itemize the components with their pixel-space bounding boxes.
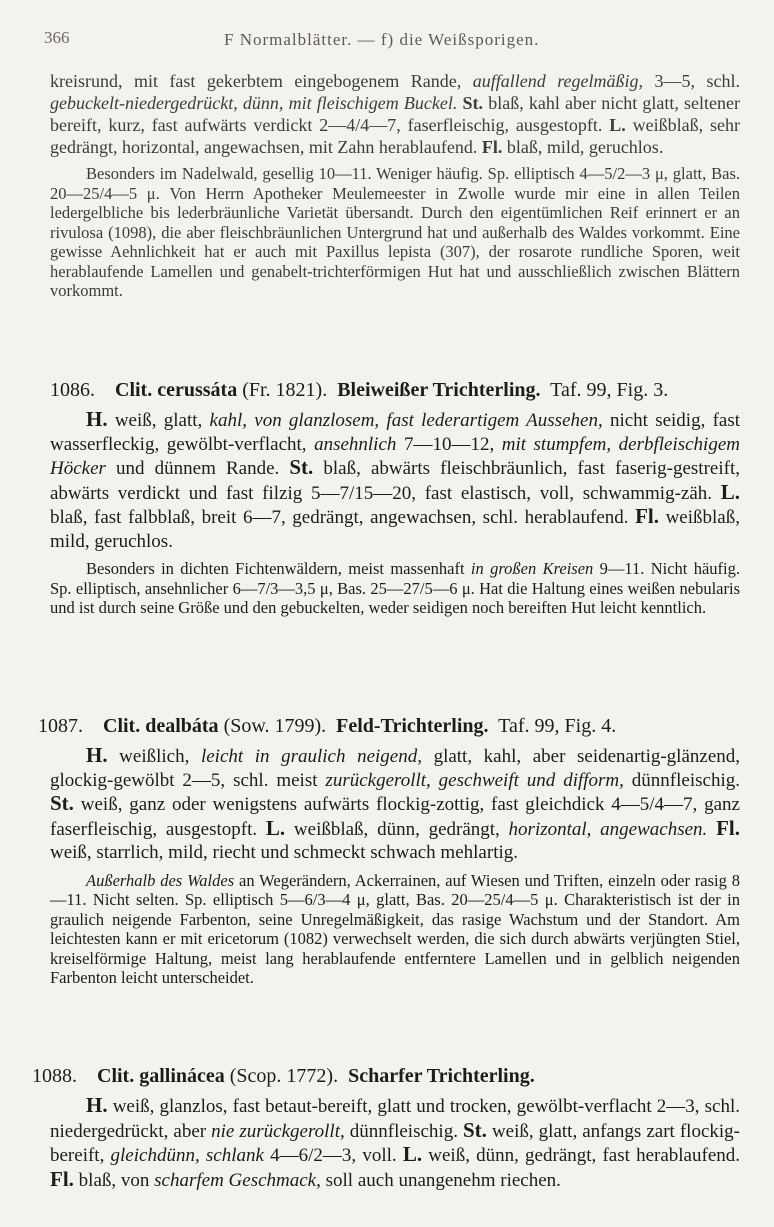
entry-description: H. weißlich, leicht in graulich neigend, glatt, kahl, aber seidenartig-glänzend, glockig-gewölbt 2—5, schl. meist zurückgerollt, geschweift und difform, dünnfleischig. St. weiß, ganz oder wenigstens aufwärts flockig-zottig, fast gleichdick 4—5/4—7, ganz faserfleischig, ausgestopft. L. weißblaß, dünn, gedrängt, horizontal, angewachsen. Fl. weiß, starrlich, mild, riecht und schmeckt schwach mehlartig.	[50, 743, 741, 863]
authority: (Scop. 1772).	[229, 1065, 339, 1087]
page-header	[44, 28, 744, 52]
common-name: Feld-Trichterling.	[336, 715, 489, 737]
continued-entry	[50, 70, 740, 301]
page-number: 366	[44, 28, 70, 47]
genus: Clit.	[97, 1065, 135, 1087]
continued-description: kreisrund, mit fast gekerbtem eingebogenem Rande, auffallend regelmäßig, 3—5, schl. gebuckelt-niedergedrückt, dünn, mit fleischigem Buckel. St. blaß, kahl aber nicht glatt, seltener bereift, kurz, fast aufwärts verdickt 2—4/4—7, faserfleischig, ausgestopft. L. weißblaß, sehr gedrängt, horizontal, angewachsen, mit Zahn herablaufend. Fl. blaß, mild, geruchlos.	[50, 71, 741, 157]
entry-description: H. weiß, glanzlos, fast betaut-bereift, glatt und trocken, gewölbt-verflacht 2—3, schl. niedergedrückt, aber nie zurückgerollt, dünnfleischig. St. weiß, glatt, anfangs zart flockig-bereift, gleichdünn, schlank 4—6/2—3, voll. L. weiß, dünn, gedrängt, fast herablaufend. Fl. blaß, von scharfem Geschmack, soll auch unangenehm riechen.	[50, 1093, 740, 1191]
species: cerussáta	[157, 379, 238, 401]
continued-note: Besonders im Nadelwald, gesellig 10—11. Weniger häufig. Sp. elliptisch 4—5/2—3 μ, glatt, Bas. 20—25/4—5 μ. Von Herrn Apotheker Meulemeester in Zwolle wurde mir eine in allen Teilen ledergelbliche bis lederbräunliche Varietät übersandt. Durch den eigentümlichen Reif erinnert er an rivulosa (1098), die aber fleischbräunlichen Untergrund hat und außerhalb des Waldes vorkommt. Eine gewisse Aehnlichkeit hat er auch mit Paxillus lepista (307), der rosarote rundliche Sporen, weit herablaufende Lamellen und genabelt-trichterförmigen Hut hat und ausschließlich zwischen Blättern vorkommt.	[50, 164, 740, 300]
entry-number: 1088.	[32, 1065, 77, 1087]
entry-note: Besonders in dichten Fichtenwäldern, meist massenhaft in großen Kreisen 9—11. Nicht häufig. Sp. elliptisch, ansehnlicher 6—7/3—3,5 μ, Bas. 25—27/5—6 μ. Hat die Haltung eines weißen nebularis und ist durch seine Größe und den gebuckelten, weder seidigen noch bereiften Hut leicht kenntlich.	[50, 559, 741, 617]
entry-description: H. weiß, glatt, kahl, von glanzlosem, fast lederartigem Aussehen, nicht seidig, fast wasserfleckig, gewölbt-verflacht, ansehnlich 7—10—12, mit stumpfem, derbfleischigem Höcker und dünnem Rande. St. blaß, abwärts fleischbräunlich, fast faserig-gestreift, abwärts verdickt und fast filzig 5—7/15—20, fast elastisch, voll, schwammig-zäh. L. blaß, fast falbblaß, breit 6—7, gedrängt, angewachsen, schl. herablaufend. Fl. weißblaß, mild, geruchlos.	[50, 407, 741, 552]
plate-reference: Taf. 99, Fig. 3.	[550, 379, 669, 401]
common-name: Scharfer Trichterling.	[348, 1065, 535, 1087]
entry-1086	[50, 378, 740, 618]
entry-heading	[38, 714, 740, 738]
entry-number: 1087.	[38, 715, 83, 737]
species: gallinácea	[139, 1065, 225, 1087]
entry-note: Außerhalb des Waldes an Wegerändern, Ackerrainen, auf Wiesen und Triften, einzeln oder rasig 8—11. Nicht selten. Sp. elliptisch 5—6/3—4 μ, glatt, Bas. 20—25/4—5 μ. Charakteristisch ist der in graulich neigende Farbenton, seine Unregelmäßigkeit, das rasige Wachstum und der Standort. Am leichtesten kann er mit ericetorum (1082) verwechselt werden, die sich durch abwärts verjüngten Stiel, kreiselförmige Haltung, meist lang herablaufende entferntere Lamellen und in gelblich neigenden Farbenton leicht unterscheidet.	[50, 870, 740, 987]
common-name: Bleiweißer Trichterling.	[337, 379, 541, 401]
plate-reference: Taf. 99, Fig. 4.	[498, 715, 617, 737]
species: dealbáta	[145, 715, 219, 737]
entry-1088	[32, 1064, 740, 1192]
entry-number: 1086.	[50, 379, 95, 401]
genus: Clit.	[103, 715, 141, 737]
entry-heading	[50, 378, 740, 402]
entry-1087	[38, 714, 741, 988]
genus: Clit.	[115, 379, 153, 401]
authority: (Sow. 1799).	[223, 715, 327, 737]
authority: (Fr. 1821).	[242, 379, 328, 401]
running-title: F Normalblätter. — f) die Weißsporigen.	[224, 30, 540, 49]
entry-heading	[32, 1064, 740, 1088]
